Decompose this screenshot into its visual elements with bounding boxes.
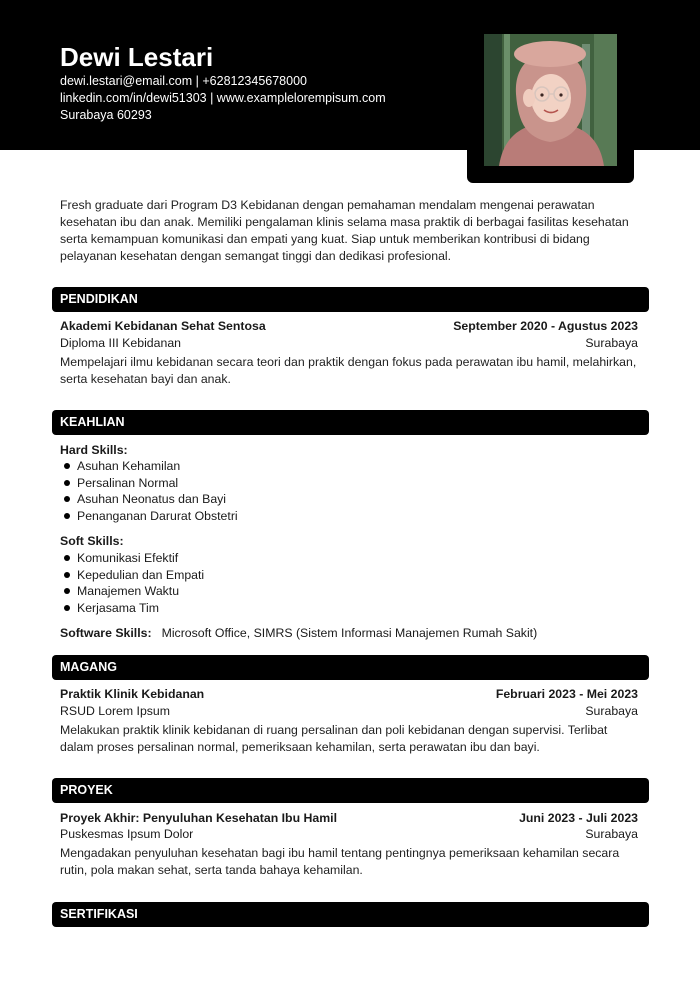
project-title: Proyek Akhir: Penyuluhan Kesehatan Ibu Hamil bbox=[60, 811, 337, 825]
education-school: Akademi Kebidanan Sehat Sentosa bbox=[60, 319, 266, 333]
project-description: Mengadakan penyuluhan kesehatan bagi ibu hamil tentang pentingnya pemeriksaan kehamilan secara rutin, pola makan sehat, serta tanda bahaya kehamilan. bbox=[60, 846, 620, 877]
section-project-header bbox=[52, 778, 649, 803]
software-skills-value: Microsoft Office, SIMRS (Sistem Informasi Manajemen Rumah Sakit) bbox=[161, 626, 538, 640]
education-dates: September 2020 - Agustus 2023 bbox=[453, 319, 638, 333]
soft-skills-label: Soft Skills: bbox=[60, 534, 124, 548]
profile-summary: Fresh graduate dari Program D3 Kebidanan dengan pemahaman mendalam mengenai perawatan kesehatan ibu dan anak. Memiliki pengalaman klinis selama masa praktik di berbagai fasilitas kesehatan serta kemampuan komunikasi dan empati yang kuat. Siap untuk memberikan kontribusi di bidang pelayanan kesehatan dengan semangat tinggi dan dedikasi profesional. bbox=[60, 198, 629, 263]
section-title: PROYEK bbox=[60, 783, 113, 797]
internship-place: RSUD Lorem Ipsum bbox=[60, 704, 171, 718]
candidate-name: Dewi Lestari bbox=[60, 42, 214, 72]
education-degree: Diploma III Kebidanan bbox=[60, 336, 181, 350]
project-city: Surabaya bbox=[585, 827, 638, 841]
contact-address: Surabaya 60293 bbox=[60, 108, 152, 122]
software-skills-label: Software Skills: bbox=[60, 626, 152, 640]
hard-skills-label: Hard Skills: bbox=[60, 443, 128, 457]
section-certification-header bbox=[52, 902, 649, 927]
education-description: Mempelajari ilmu kebidanan secara teori dan praktik dengan fokus pada perawatan ibu hamil, melahirkan, serta kesehatan bayi dan anak. bbox=[60, 355, 637, 386]
contact-links: linkedin.com/in/dewi51303 | www.examplelorempisum.com bbox=[60, 91, 386, 105]
section-internship-header bbox=[52, 655, 649, 680]
section-title: MAGANG bbox=[60, 660, 117, 674]
profile-photo bbox=[484, 34, 617, 166]
section-skills-header bbox=[52, 410, 649, 435]
section-title: PENDIDIKAN bbox=[60, 292, 138, 306]
internship-title: Praktik Klinik Kebidanan bbox=[60, 687, 205, 701]
section-education-header bbox=[52, 287, 649, 312]
internship-city: Surabaya bbox=[585, 704, 638, 718]
education-city: Surabaya bbox=[585, 336, 638, 350]
software-skills bbox=[60, 625, 537, 641]
internship-description: Melakukan praktik klinik kebidanan di ruang persalinan dan poli kebidanan dengan supervisi. Terlibat dalam proses persalinan normal, pemeriksaan kehamilan, serta perawatan ibu dan bayi. bbox=[60, 723, 608, 754]
contact-email-phone: dewi.lestari@email.com | +62812345678000 bbox=[60, 74, 307, 88]
section-title: KEAHLIAN bbox=[60, 415, 125, 429]
project-dates: Juni 2023 - Juli 2023 bbox=[519, 811, 638, 825]
section-title: SERTIFIKASI bbox=[60, 907, 138, 921]
internship-dates: Februari 2023 - Mei 2023 bbox=[495, 687, 638, 701]
project-place: Puskesmas Ipsum Dolor bbox=[60, 827, 194, 841]
